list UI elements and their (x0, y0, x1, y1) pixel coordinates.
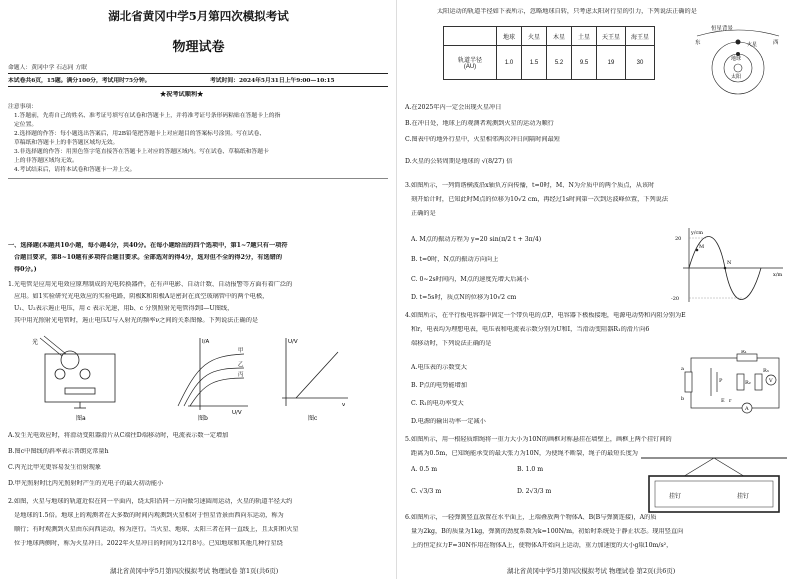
q4-option: A.电压表的示数变大 (411, 364, 467, 371)
right-page (397, 0, 794, 579)
circuit-label: a (681, 366, 684, 372)
picture-frame-diagram (641, 456, 787, 516)
fig-caption: 图c (308, 415, 318, 422)
page-footer: 湖北省黄冈中学5月第四次模拟考试 物理试卷 第2页(共6页) (507, 567, 676, 575)
orbit-diagram (693, 22, 783, 98)
notice-line: 草稿纸和答题卡上的非答题区域均无效。 (14, 140, 119, 146)
frame-nail-label: 挂钉 (669, 493, 682, 500)
table-header-cell: 海王星 (626, 27, 655, 46)
section-header: 得0分。) (14, 266, 37, 273)
wave-x-label: x/m (773, 272, 783, 278)
wave-graph (669, 226, 787, 304)
orbit-earth-label: 地球 (731, 56, 742, 62)
q5-stem: 5.如图所示，用一根轻质细绳将一重力大小为10N的画框对称悬挂在墙壁上，画框上两个挂钉间的 (405, 436, 672, 443)
fig-b-curve-label: 丙 (238, 372, 244, 378)
wave-n-label: N (727, 260, 732, 266)
q1-option: B.图c中图线的斜率表示普朗克常量h (8, 448, 109, 455)
fig-b-iu-curves (158, 334, 250, 422)
circuit-label: R₁ (741, 350, 747, 355)
table-cell: 5.2 (547, 46, 572, 80)
q4-option: B. P点的电势能增加 (411, 382, 467, 389)
wave-y-label: y/cm (691, 230, 704, 236)
q2-stem: 是地球的1.5倍。地球上的观测者在大多数的时间内观测到火星相对于恒星背景由西向东运动，称为 (14, 512, 284, 519)
circuit-label: r (729, 398, 732, 404)
q5-option: A. 0.5 m (411, 466, 438, 473)
fig-a-light-label: 光 (32, 339, 39, 346)
rule-1 (8, 73, 388, 74)
orbit-radius-table (443, 26, 655, 80)
authors-line: 命题人：黄冈中学 石志同 方眠 (8, 65, 88, 71)
table-header-cell: 天王星 (597, 27, 626, 46)
fig-c-u-nu-line (272, 334, 352, 422)
q5-option: B. 1.0 m (517, 466, 544, 473)
fig-a-circuit (30, 334, 130, 422)
q5-stem: 距离为0.5m，已知绳能承受的最大张力为10N，为使绳不断裂，绳子的最短长度为 (411, 450, 638, 457)
table-cell: 30 (626, 46, 655, 80)
fig-b-xlabel: U/V (232, 410, 242, 416)
q1-stem: 1.光电管是应用光电效应原理制成的光电转换器件，在有声电影、自动计数、自动报警等方面有着广泛的 (8, 281, 293, 288)
circuit-label: P (719, 378, 723, 384)
table-header-cell: 地球 (497, 27, 522, 46)
q3-stem: 刻开始计时，已知此时M点的位移为10√2 cm，再经过1s时间第一次到达波峰位置，下列说法 (411, 196, 669, 203)
table-header-cell (444, 27, 497, 46)
q1-stem: 应用。如1实验研究光电效应的实验电路，阴极K和阳极A是密封在真空玻璃管中的两个电极， (14, 293, 269, 300)
notice-line: 1.答题前，先将自己的姓名、准考证号填写在试卷和答题卡上，并将准考证号条形码粘贴在答题卡上的指 (14, 113, 281, 119)
wave-bottom-tick: -20 (671, 296, 680, 302)
q1-option: C.丙光比甲光更容易发生衍射现象 (8, 464, 102, 471)
orbit-mars-label: 火星 (747, 42, 758, 48)
circuit-label: R₃ (763, 368, 769, 374)
notice-line: 4.考试结束后，请将本试卷和答题卡一并上交。 (14, 167, 136, 173)
section-header: 一、选择题(本题共10小题，每小题4分，共40分。在每小题给出的四个选项中，第1~7题只有一项符 (8, 242, 288, 249)
q5-option: D. 2√3/3 m (517, 488, 552, 495)
orbit-background-label: 恒星背景 (711, 26, 734, 32)
q2-stem: 顺行；有时观测到火星由东向西运动，称为逆行。当火星、地球、太阳三者在同一直线上，且太阳和火星 (14, 526, 299, 533)
q2-stem: 位于地球两侧时，称为火星冲日。2022年火星冲日的时间为12月8号。已知地球和其他几种行星绕 (14, 540, 283, 547)
fig-caption: 图b (198, 415, 208, 422)
notice-head: 注意事项： (8, 104, 37, 110)
orbit-east-label: 东 (695, 40, 701, 46)
table-cell: 19 (597, 46, 626, 80)
notice-title: ★祝考试顺利★ (160, 91, 204, 98)
circuit-label: E (721, 398, 725, 404)
fig-c-xlabel: ν (342, 402, 346, 408)
rule-2 (8, 86, 388, 87)
exam-time: 考试时间：2024年5月31日上午9:00—10:15 (210, 78, 335, 84)
exam-subtitle: 物理试卷 (172, 40, 225, 55)
table-cell: 9.5 (572, 46, 597, 80)
fig-caption: 图a (76, 415, 86, 422)
wave-m-label: M (699, 244, 705, 250)
q2-stem: 2.如图，火星与地球的轨道近似在同一平面内，绕太阳沿同一方向做匀速圆周运动，火星的轨道半径大约 (8, 498, 293, 505)
q6-stem: 量为2kg，B的质量为1kg，弹簧的劲度系数为k=100N/m，初始时系统处于静止状态。现用竖直向 (411, 528, 684, 535)
orbit-west-label: 西 (773, 40, 779, 46)
circuit-label: V (769, 378, 773, 384)
table-header-cell: 土星 (572, 27, 597, 46)
fig-b-ylabel: I/A (202, 339, 210, 345)
notice-line: 2.选择题的作答：每小题选出答案后，用2B铅笔把答题卡上对应题目的答案标号涂黑。写在试卷、 (14, 131, 266, 137)
q3-option: D. t=5s时，质点N的位移为10√2 cm (411, 294, 517, 301)
q1-option: A.发生光电效应时，将滑动变阻器滑片从C端往D端移动时，电流表示数一定增加 (8, 432, 229, 439)
q5-option: C. √3/3 m (411, 488, 442, 495)
q3-option: C. 0~2s时间内，M点的速度先增大后减小 (411, 276, 529, 283)
q4-option: C. R₁的电功率变大 (411, 400, 464, 407)
table-header-cell: 木星 (547, 27, 572, 46)
q1-option: D.甲光照射时比丙光照射时产生的光电子的最大初动能小 (8, 480, 164, 487)
q2-option: C.图表中的地外行星中，火星相邻两次冲日间隔时间最短 (405, 136, 560, 143)
circuit-label: A (745, 406, 749, 412)
table-header-cell: 火星 (522, 27, 547, 46)
table-cell: 1.5 (522, 46, 547, 80)
q6-stem: 上的恒定拉力F=30N作用在物体A上，使物体A开始向上运动，重力加速度的大小g取10m/s²， (411, 542, 673, 549)
frame-nail-label: 挂钉 (737, 493, 750, 500)
circuit-label: R₂ (745, 380, 751, 386)
exam-title: 湖北省黄冈中学5月第四次模拟考试 (108, 9, 289, 23)
fig-c-ylabel: U/V (288, 339, 298, 345)
q2-option: D.火星的公转周期是地球的 √(8/27) 倍 (405, 158, 513, 165)
q3-stem: 正确的是 (411, 210, 436, 217)
q6-stem: 6.如图所示，一轻弹簧竖直放置在水平面上，上端叠放两个物体A、B(B与弹簧连接)，A的质 (405, 514, 657, 521)
q4-stem: 4.如图所示，在平行板电容器中固定一个带负电的点P，电容器下极板接地，电源电动势和内阻分别为E (405, 312, 686, 319)
rule-3 (8, 178, 388, 179)
section-header: 合题目要求，第8~10题有多项符合题目要求。全部选对的得4分，选对但不全的得2分，有选错的 (14, 254, 283, 261)
fig-b-curve-label: 甲 (238, 348, 244, 354)
q3-stem: 3.如图所示，一列简谐横波沿x轴负方向传播，t=0时，M、N为介质中的两个质点，从该时 (405, 182, 655, 189)
q3-option: A. M点的振动方程为 y=20 sin(π/2 t + 3π/4) (411, 236, 542, 243)
q4-circuit (681, 350, 787, 416)
q3-option: B. t=0时，N点的振动方向向上 (411, 256, 499, 263)
q2-option: A.在2025年内一定会出现火星冲日 (405, 104, 502, 111)
page-footer: 湖北省黄冈中学5月第四次模拟考试 物理试卷 第1页(共6页) (110, 567, 279, 575)
q4-stem: 和r，电表均为理想电表，电压表和电流表示数分别为U和I，当滑动变阻器R₁的滑片向6 (411, 326, 650, 333)
q1-stem: U₁、U₂表示遏止电压，用 c 表示光速，用b、c 分别照射光电管得到I—U图线， (14, 305, 234, 312)
table-row-label: 轨道半径 (AU) (444, 46, 497, 80)
notice-line: 上的非答题区域均无效。 (14, 158, 78, 164)
table-cell: 1.0 (497, 46, 522, 80)
q2-option: B.在冲日处，地球上的观测者观测到火星的运动为顺行 (405, 120, 554, 127)
q2-continued: 太阳运动的轨道半径如下表所示，忽略地球自转，只考虑太阳对行星的引力，下列说法正确的是 (437, 8, 697, 15)
q4-stem: 端移动时，下列说法正确的是 (411, 340, 492, 347)
q1-stem: 其中用光照射光电管时，遏止电压U与入射光的频率ν之间的关系图像。下列说法正确的是 (14, 317, 259, 324)
q4-option: D.电源的输出功率一定减小 (411, 418, 486, 425)
wave-top-tick: 20 (675, 236, 682, 242)
exam-info: 本试卷共6页，15题。满分100分，考试用时75分钟。 (8, 78, 151, 84)
orbit-sun-label: 太阳 (731, 74, 742, 80)
circuit-label: b (681, 396, 685, 402)
notice-line: 3.非选择题的作答：用黑色签字笔直接答在答题卡上对应的答题区域内。写在试卷、草稿纸和答题卡 (14, 149, 269, 155)
fig-b-curve-label: 乙 (238, 362, 244, 368)
notice-line: 定位置。 (14, 122, 38, 128)
